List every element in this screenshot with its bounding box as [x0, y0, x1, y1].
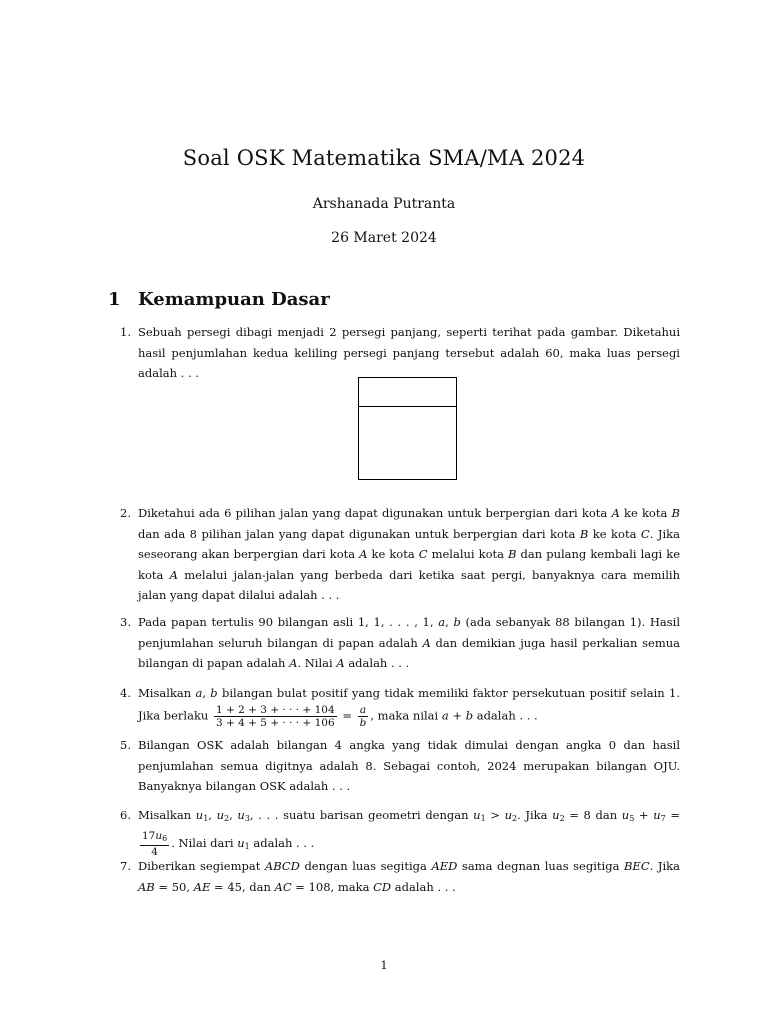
problem-text: Pada papan tertulis 90 bilangan asli 1, 1, . . . , 1, a, b (ada sebanyak 88 bilangan 1). Hasil penjumlahan seluruh bilangan di papan adalah A dan demikian juga hasil perkalian semua bilangan di papan adalah A. Nilai A adalah . . .: [138, 615, 681, 670]
problem-number: 3.: [120, 615, 131, 629]
document-date: 26 Maret 2024: [331, 230, 437, 246]
problem-number: 5.: [120, 738, 131, 752]
problem-7: [120, 856, 680, 897]
document-title: Soal OSK Matematika SMA/MA 2024: [182, 146, 586, 170]
document-author: Arshanada Putranta: [312, 196, 456, 212]
ab-fraction: $\frac{a}{b}$: [359, 703, 367, 729]
problem-text: Bilangan OSK adalah bilangan 4 angka yang tidak dimulai dengan angka 0 dan hasil penjumlahan semua digitnya adalah 8. Sebagai contoh, 2024 merupakan bilangan OJU. Banyaknya bilangan OSK adalah . . .: [138, 738, 680, 793]
u6-fraction: $\frac{17u_6}{4}$: [142, 829, 168, 858]
problem-text: Diketahui ada 6 pilihan jalan yang dapat digunakan untuk berpergian dari kota A ke kota B dan ada 8 pilihan jalan yang dapat digunakan untuk berpergian dari kota B ke kota C. Jika seseorang akan berpergian dari kota A ke kota C melalui kota B dan pulang kembali lagi ke kota A melalui jalan-jalan yang berbeda dari ketika saat pergi, banyaknya cara memilih jalan yang dapat dilalui adalah . . .: [138, 506, 680, 602]
square-figure: [358, 377, 457, 480]
problem-number: 4.: [120, 686, 131, 700]
problem-3: [120, 612, 680, 674]
problem-text: Diberikan segiempat ABCD dengan luas segitiga AED sama degnan luas segitiga BEC. Jika AB = 50, AE = 45, dan AC = 108, maka CD adalah . . .: [138, 859, 680, 894]
problem-6: [120, 805, 680, 858]
problem-4: [120, 683, 680, 729]
problem-text: Misalkan a, b bilangan bulat positif yang tidak memiliki faktor persekutuan positif selain 1. Jika berlaku $\frac{1 + 2 + 3 + \cdot \cdot \cdot + 104}{3 + 4 + 5 + \cdot \cdot \cdot + 106}$ = $\frac{a}{b}$ , maka nilai a + b adalah . . .: [138, 686, 680, 729]
page-number: 1: [380, 958, 388, 972]
problem-number: 7.: [120, 859, 131, 873]
section-number: 1: [108, 289, 121, 310]
problem-number: 2.: [120, 506, 131, 520]
problem-1: [120, 322, 680, 384]
problem-text: Misalkan $u_1$, $u_2$, $u_3$, . . . suatu barisan geometri dengan $u_1 > u_2$. Jika $u_2 = 8$ dan $u_5 + u_7$ = $\frac{17u_6}{4}$ . Nilai dari $u_1$ adalah . . .: [138, 808, 680, 858]
problem-number: 1.: [120, 325, 131, 339]
problem-text: Sebuah persegi dibagi menjadi 2 persegi panjang, seperti terihat pada gambar. Diketahui hasil penjumlahan kedua keliling persegi panjang tersebut adalah 60, maka luas persegi adalah . . .: [138, 325, 680, 380]
problem-2: [120, 503, 680, 606]
problem-5: [120, 735, 680, 797]
section-heading: [108, 289, 330, 310]
section-title: Kemampuan Dasar: [138, 289, 330, 310]
problem-number: 6.: [120, 808, 131, 822]
sum-fraction: $\frac{1 + 2 + 3 + \cdot \cdot \cdot + 104}{3 + 4 + 5 + \cdot \cdot \cdot + 106}$: [216, 703, 335, 729]
figure-divider-line: [359, 406, 456, 407]
